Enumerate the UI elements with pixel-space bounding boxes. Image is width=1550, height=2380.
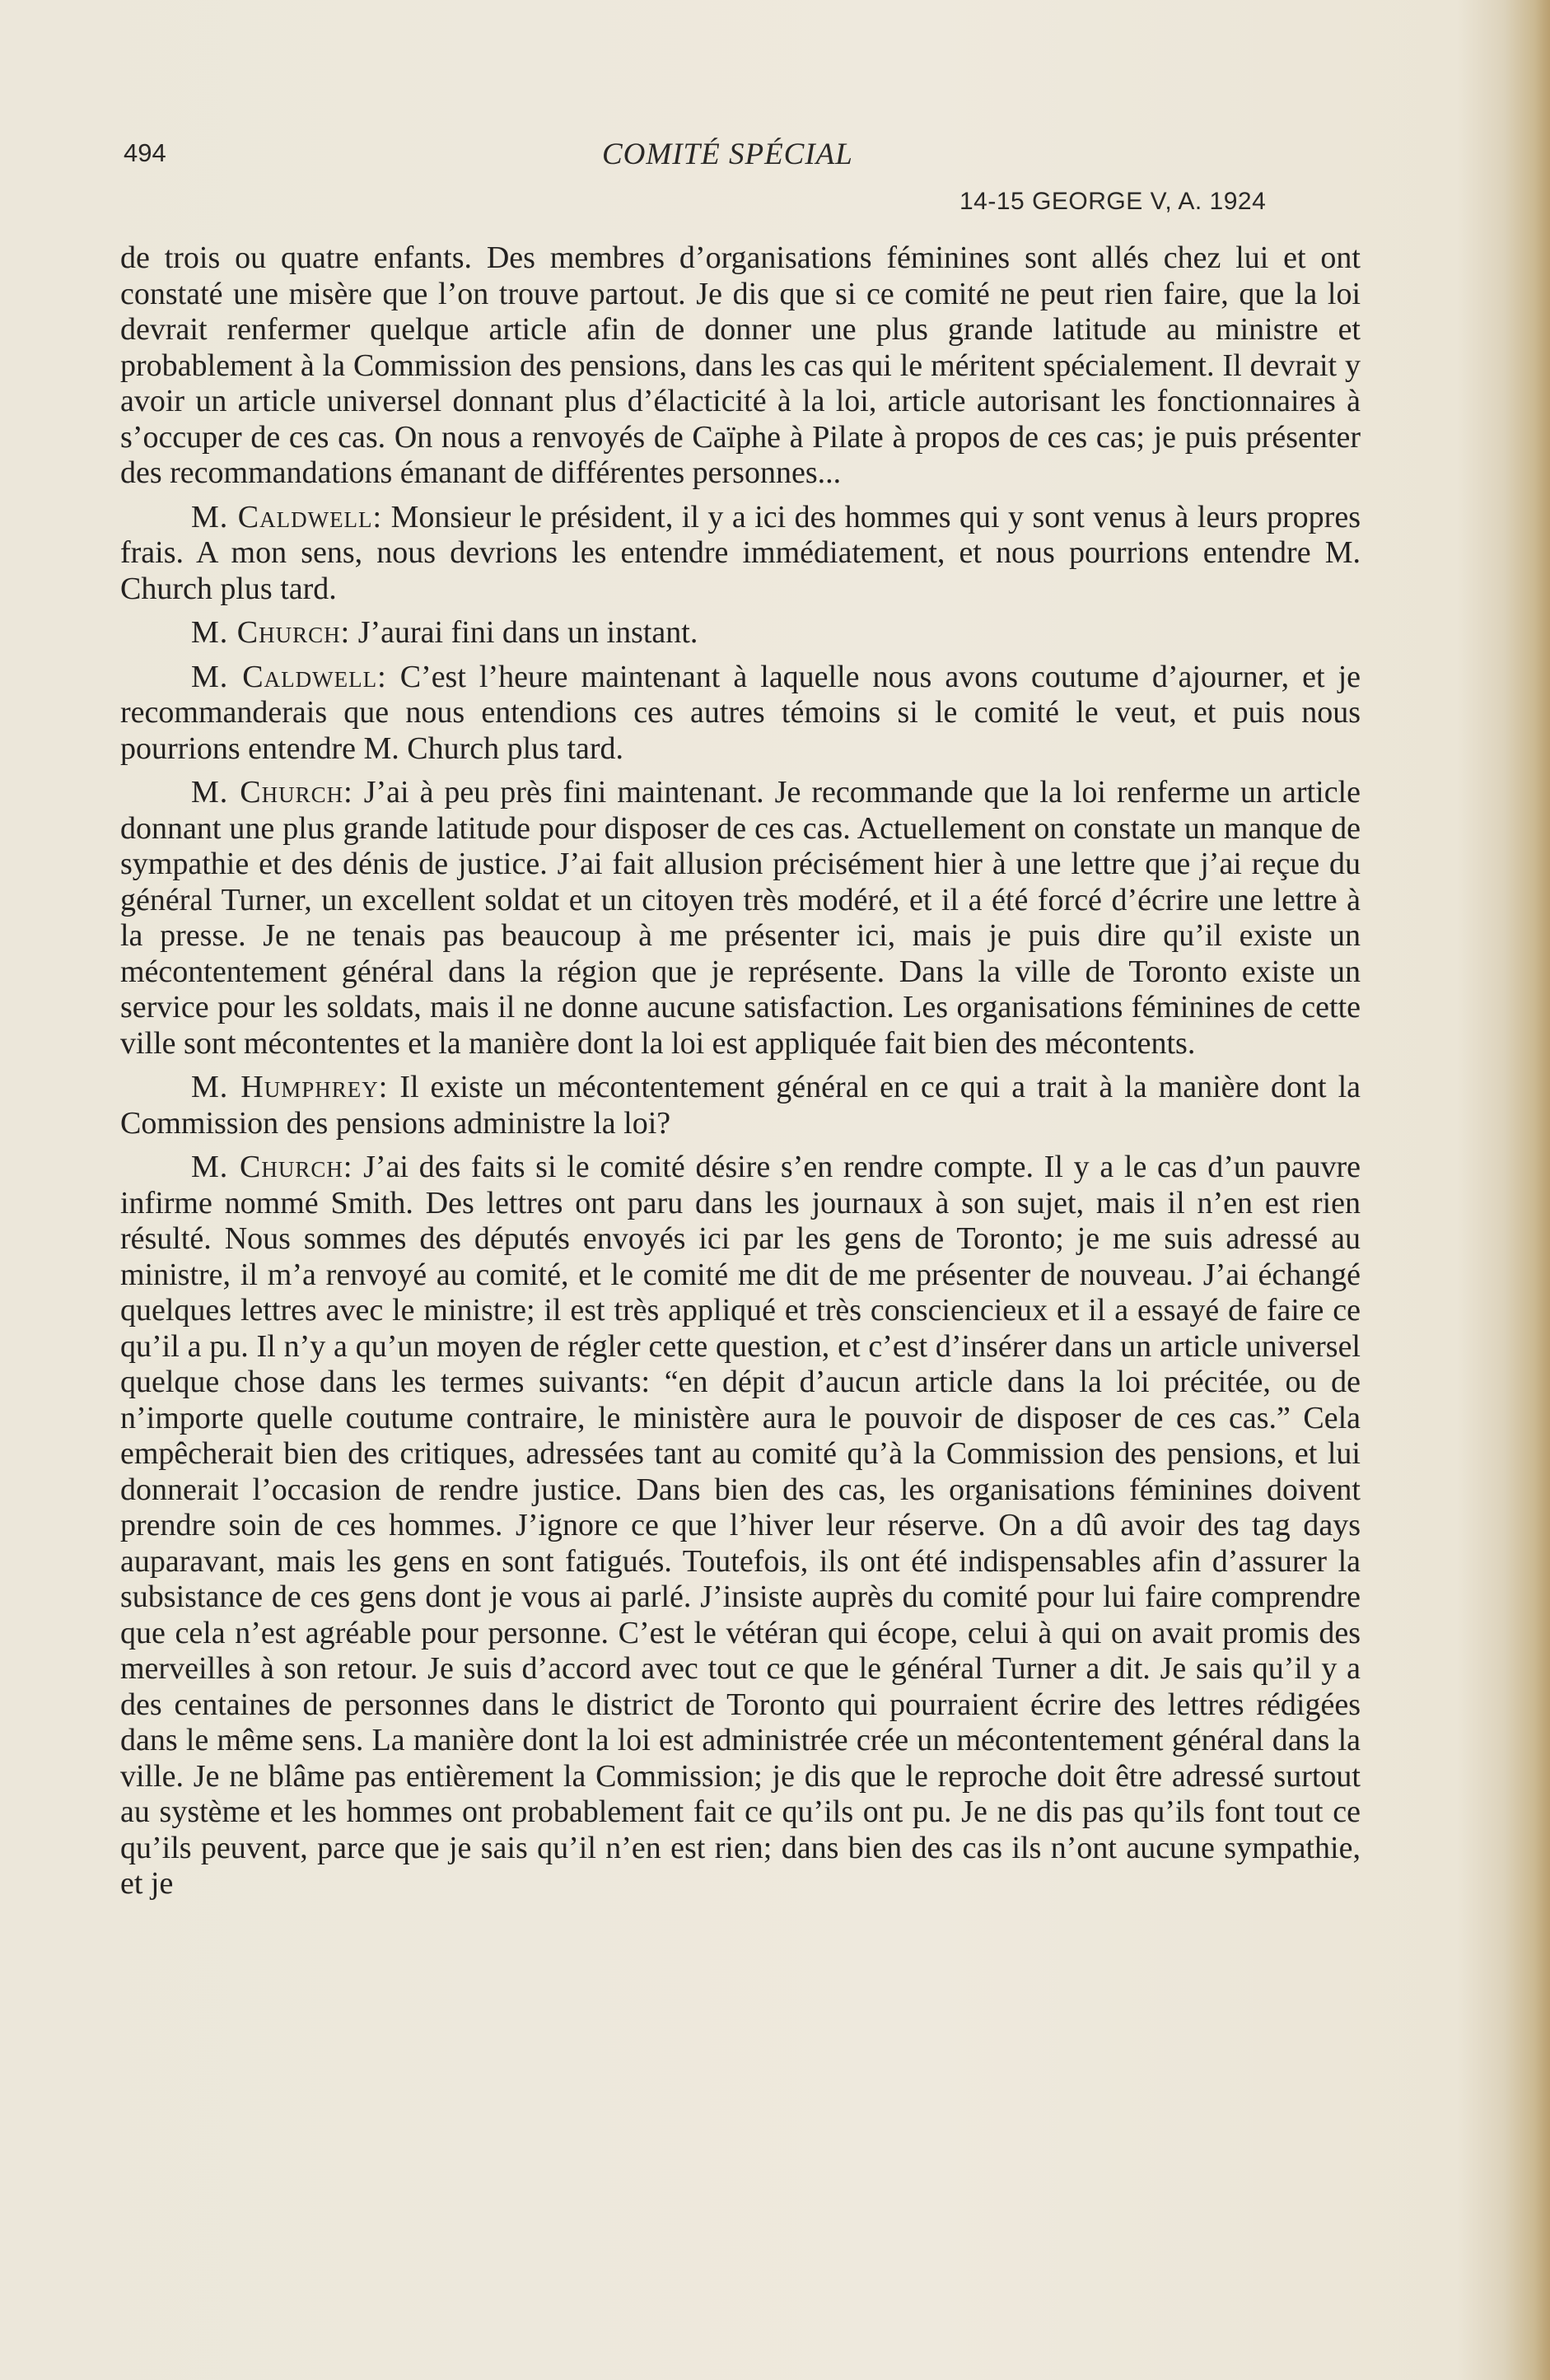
paragraph-text: J’aurai fini dans un instant. [357,615,698,650]
paragraph [120,660,1361,768]
paragraph-text: C’est l’heure maintenant à laquelle nous avons coutume d’ajourner, et je recommanderais que nous entendions ces autres témoins si le comité le veut, et puis nous pourrions entendre M. Church plus tard. [120,659,1361,766]
paragraph-text: Il existe un mécontentement général en ce qui a trait à la manière dont la Commission des pensions administre la loi? [120,1070,1361,1141]
paragraph [120,1150,1361,1902]
paragraph-text: J’ai des faits si le comité désire s’en rendre compte. Il y a le cas d’un pauvre infirme nommé Smith. Des lettres ont paru dans les journaux à son sujet, mais il n’en est rien résulté. Nous sommes des députés envoyés ici par les gens de Toronto; je me suis adressé au ministre, il m’a renvoyé au comité, et le comité me dit de me présenter de nouveau. J’ai échangé quelques lettres avec le ministre; il est très appliqué et très consciencieux et il a essayé de faire ce qu’il a pu. Il n’y a qu’un moyen de régler cette question, et c’est d’insérer dans un article universel quelque chose dans les termes suivants: “en dépit d’aucun article dans la loi précitée, ou de n’importe quelle coutume contraire, le ministère aura le pouvoir de disposer de ces cas.” Cela empêcherait bien des critiques, adressées tant au comité qu’à la Commission des pensions, et lui donnerait l’occasion de rendre justice. Dans bien des cas, les organisations féminines doivent prendre soin de ces hommes. J’ignore ce que l’hiver leur réserve. On a dû avoir des tag days auparavant, mais les gens en sont fatigués. Toutefois, ils ont été indispensables afin d’assurer la subsistance de ces gens dont je vous ai parlé. J’insiste auprès du comité pour lui faire comprendre que cela n’est agréable pour personne. C’est le vétéran qui écope, celui à qui on avait promis des merveilles à son retour. Je suis d’accord avec tout ce que le général Turner a dit. Je sais qu’il y a des centaines de personnes dans le district de Toronto qui pourraient écrire des lettres rédigées dans le même sens. La manière dont la loi est administrée crée un mécontentement général dans la ville. Je ne blâme pas entièrement la Commission; je dis que le reproche doit être adressé surtout au système et les hommes ont probablement fait ce qu’ils ont pu. Je ne dis pas qu’ils font tout ce qu’ils peuvent, parce que je sais qu’il n’en est rien; dans bien des cas ils n’ont aucune sympathie, et je [120,1150,1361,1901]
body-text [120,240,1361,1902]
paragraph [120,775,1361,1062]
paragraph [120,615,1361,651]
paragraph [120,240,1361,492]
speaker-name: M. Caldwell: [191,659,387,694]
paragraph [120,1070,1361,1141]
paragraph-text: de trois ou quatre enfants. Des membres d’organisations féminines sont allés chez lui et ont constaté une misère que l’on trouve partout. Je dis que si ce comité ne peut rien faire, que la loi devrait renfermer quelque article afin de donner une plus grande latitude au ministre et probablement à la Commission des pensions, dans les cas qui le méritent spécialement. Il devrait y avoir un article universel donnant plus d’élacticité à la loi, article autorisant les fonctionnaires à s’occuper de ces cas. On nous a renvoyés de Caïphe à Pilate à propos de ces cas; je puis présenter des recommandations émanant de différentes personnes... [120,240,1361,490]
running-head: COMITÉ SPÉCIAL [602,138,853,171]
speaker-name: M. Church: [191,775,353,810]
session-header: 14-15 GEORGE V, A. 1924 [959,188,1267,215]
page-number: 494 [124,138,166,167]
paragraph-text: Monsieur le président, il y a ici des hommes qui y sont venus à leurs propres frais. A mon sens, nous devrions les entendre immédiatement, et nous pourrions entendre M. Church plus tard. [120,499,1361,606]
speaker-name: M. Church: [191,1150,353,1184]
speaker-name: M. Humphrey: [191,1070,389,1104]
speaker-name: M. Church: [191,615,351,650]
speaker-name: M. Caldwell: [191,499,383,534]
paragraph-text: J’ai à peu près fini maintenant. Je recommande que la loi renferme un article donnant une plus grande latitude pour disposer de ces cas. Actuellement on constate un manque de sympathie et des dénis de justice. J’ai fait allusion précisément hier à une lettre que j’ai reçue du général Turner, un excellent soldat et un citoyen très modéré, et il a été forcé d’écrire une lettre à la presse. Je ne tenais pas beaucoup à me présenter ici, mais je puis dire qu’il existe un mécontentement général dans la région que je représente. Dans la ville de Toronto existe un service pour les soldats, mais il ne donne aucune satisfaction. Les organisations féminines de cette ville sont mécontentes et la manière dont la loi est appliquée fait bien des mécontents. [120,775,1361,1061]
paragraph [120,500,1361,608]
page-edge-shadow [1535,0,1550,2380]
